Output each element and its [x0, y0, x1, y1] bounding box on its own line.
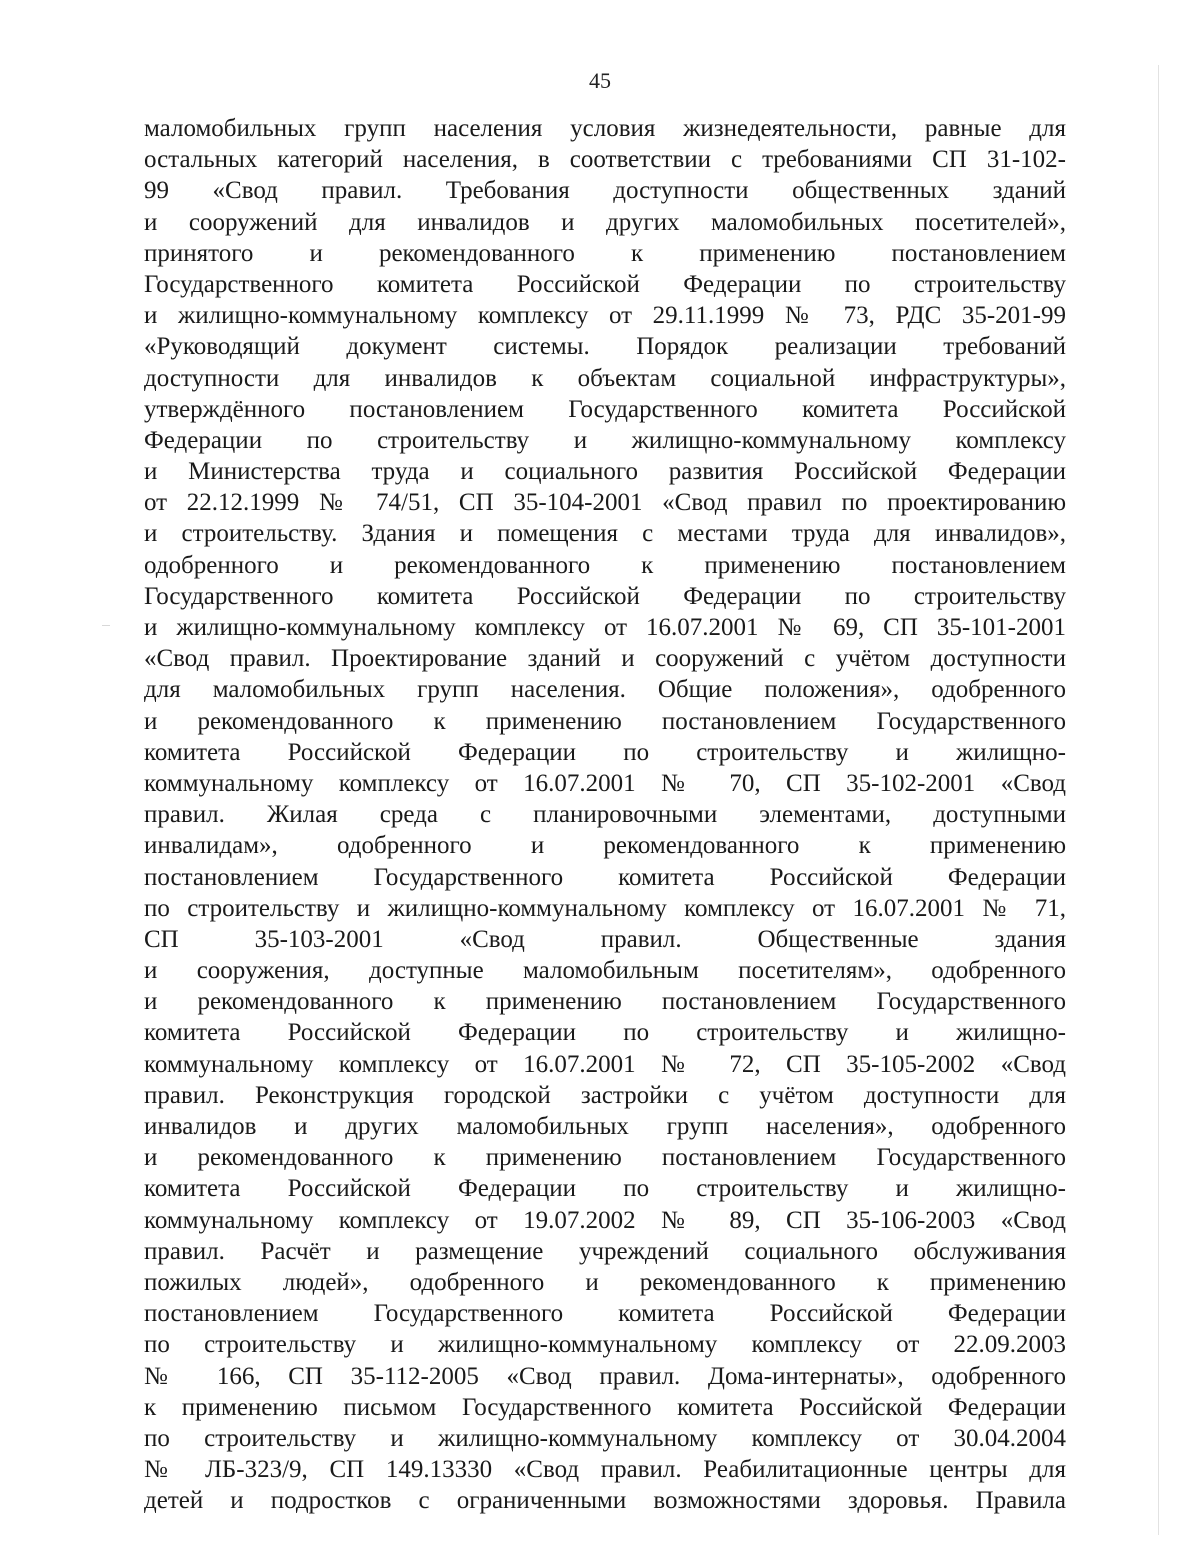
text-line: коммунальному комплексу от 16.07.2001 № 70, СП 35-102-2001 «Свод — [144, 769, 1066, 797]
text-line: 99 «Свод правил. Требования доступности общественных зданий — [144, 177, 1066, 205]
text-line: «Свод правил. Проектирование зданий и сооружений с учётом доступности — [144, 645, 1066, 673]
text-line: № 166, СП 35-112-2005 «Свод правил. Дома-интернаты», одобренного — [144, 1362, 1066, 1390]
text-line: одобренного и рекомендованного к применению постановлением — [144, 551, 1066, 579]
text-line: по строительству и жилищно-коммунальному комплексу от 30.04.2004 — [144, 1424, 1066, 1452]
text-line: коммунальному комплексу от 19.07.2002 № 89, СП 35-106-2003 «Свод — [144, 1206, 1066, 1234]
page-number: 45 — [589, 68, 611, 93]
text-line: и рекомендованного к применению постановлением Государственного — [144, 988, 1066, 1016]
text-line: по строительству и жилищно-коммунальному комплексу от 22.09.2003 — [144, 1331, 1066, 1359]
text-line: комитета Российской Федерации по строительству и жилищно- — [144, 738, 1066, 766]
text-line: для маломобильных групп населения. Общие положения», одобренного — [144, 676, 1066, 704]
text-line: от 22.12.1999 № 74/51, СП 35-104-2001 «Свод правил по проектированию — [144, 489, 1066, 517]
text-line: правил. Реконструкция городской застройки с учётом доступности для — [144, 1081, 1066, 1109]
text-line: инвалидов и других маломобильных групп населения», одобренного — [144, 1113, 1066, 1140]
text-line: доступности для инвалидов к объектам социальной инфраструктуры», — [144, 364, 1066, 392]
text-line: Федерации по строительству и жилищно-коммунальному комплексу — [144, 426, 1066, 454]
text-line: «Руководящий документ системы. Порядок реализации требований — [144, 333, 1066, 361]
text-line: комитета Российской Федерации по строительству и жилищно- — [144, 1175, 1066, 1203]
text-line: и жилищно-коммунальному комплексу от 16.07.2001 № 69, СП 35-101-2001 — [144, 614, 1066, 641]
text-line: и Министерства труда и социального развития Российской Федерации — [144, 458, 1066, 486]
text-line: остальных категорий населения, в соответствии с требованиями СП 31-102- — [144, 146, 1066, 174]
right-margin-scan-line — [1158, 65, 1159, 1535]
text-line: постановлением Государственного комитета Российской Федерации — [144, 1300, 1066, 1328]
text-line: Государственного комитета Российской Федерации по строительству — [144, 582, 1066, 610]
text-line: правил. Расчёт и размещение учреждений социального обслуживания — [144, 1237, 1066, 1265]
text-line: постановлением Государственного комитета Российской Федерации — [144, 863, 1066, 891]
text-line: маломобильных групп населения условия жизнедеятельности, равные для — [144, 115, 1066, 142]
text-line: детей и подростков с ограниченными возможностями здоровья. Правила — [144, 1487, 1066, 1515]
text-line: по строительству и жилищно-коммунальному комплексу от 16.07.2001 № 71, — [144, 894, 1066, 922]
left-margin-scan-mark — [102, 625, 110, 626]
text-line: к применению письмом Государственного комитета Российской Федерации — [144, 1393, 1066, 1421]
text-line: и строительству. Здания и помещения с местами труда для инвалидов», — [144, 520, 1066, 548]
text-line: № ЛБ-323/9, СП 149.13330 «Свод правил. Реабилитационные центры для — [144, 1456, 1066, 1484]
text-line: инвалидам», одобренного и рекомендованного к применению — [144, 832, 1066, 860]
text-line: СП 35-103-2001 «Свод правил. Общественные здания — [144, 925, 1066, 953]
text-line: комитета Российской Федерации по строительству и жилищно- — [144, 1019, 1066, 1047]
text-line: Государственного комитета Российской Федерации по строительству — [144, 270, 1066, 298]
text-line: коммунальному комплексу от 16.07.2001 № 72, СП 35-105-2002 «Свод — [144, 1050, 1066, 1078]
text-line: и рекомендованного к применению постановлением Государственного — [144, 707, 1066, 735]
text-line: и жилищно-коммунальному комплексу от 29.11.1999 № 73, РДС 35-201-99 — [144, 302, 1066, 330]
text-line: и рекомендованного к применению постановлением Государственного — [144, 1144, 1066, 1172]
text-line: принятого и рекомендованного к применению постановлением — [144, 239, 1066, 267]
text-line: и сооружения, доступные маломобильным посетителям», одобренного — [144, 957, 1066, 985]
body-paragraph — [144, 113, 1066, 1516]
text-line: и сооружений для инвалидов и других маломобильных посетителей», — [144, 208, 1066, 236]
text-line: правил. Жилая среда с планировочными элементами, доступными — [144, 801, 1066, 829]
text-line: утверждённого постановлением Государственного комитета Российской — [144, 395, 1066, 423]
text-line: пожилых людей», одобренного и рекомендованного к применению — [144, 1268, 1066, 1296]
